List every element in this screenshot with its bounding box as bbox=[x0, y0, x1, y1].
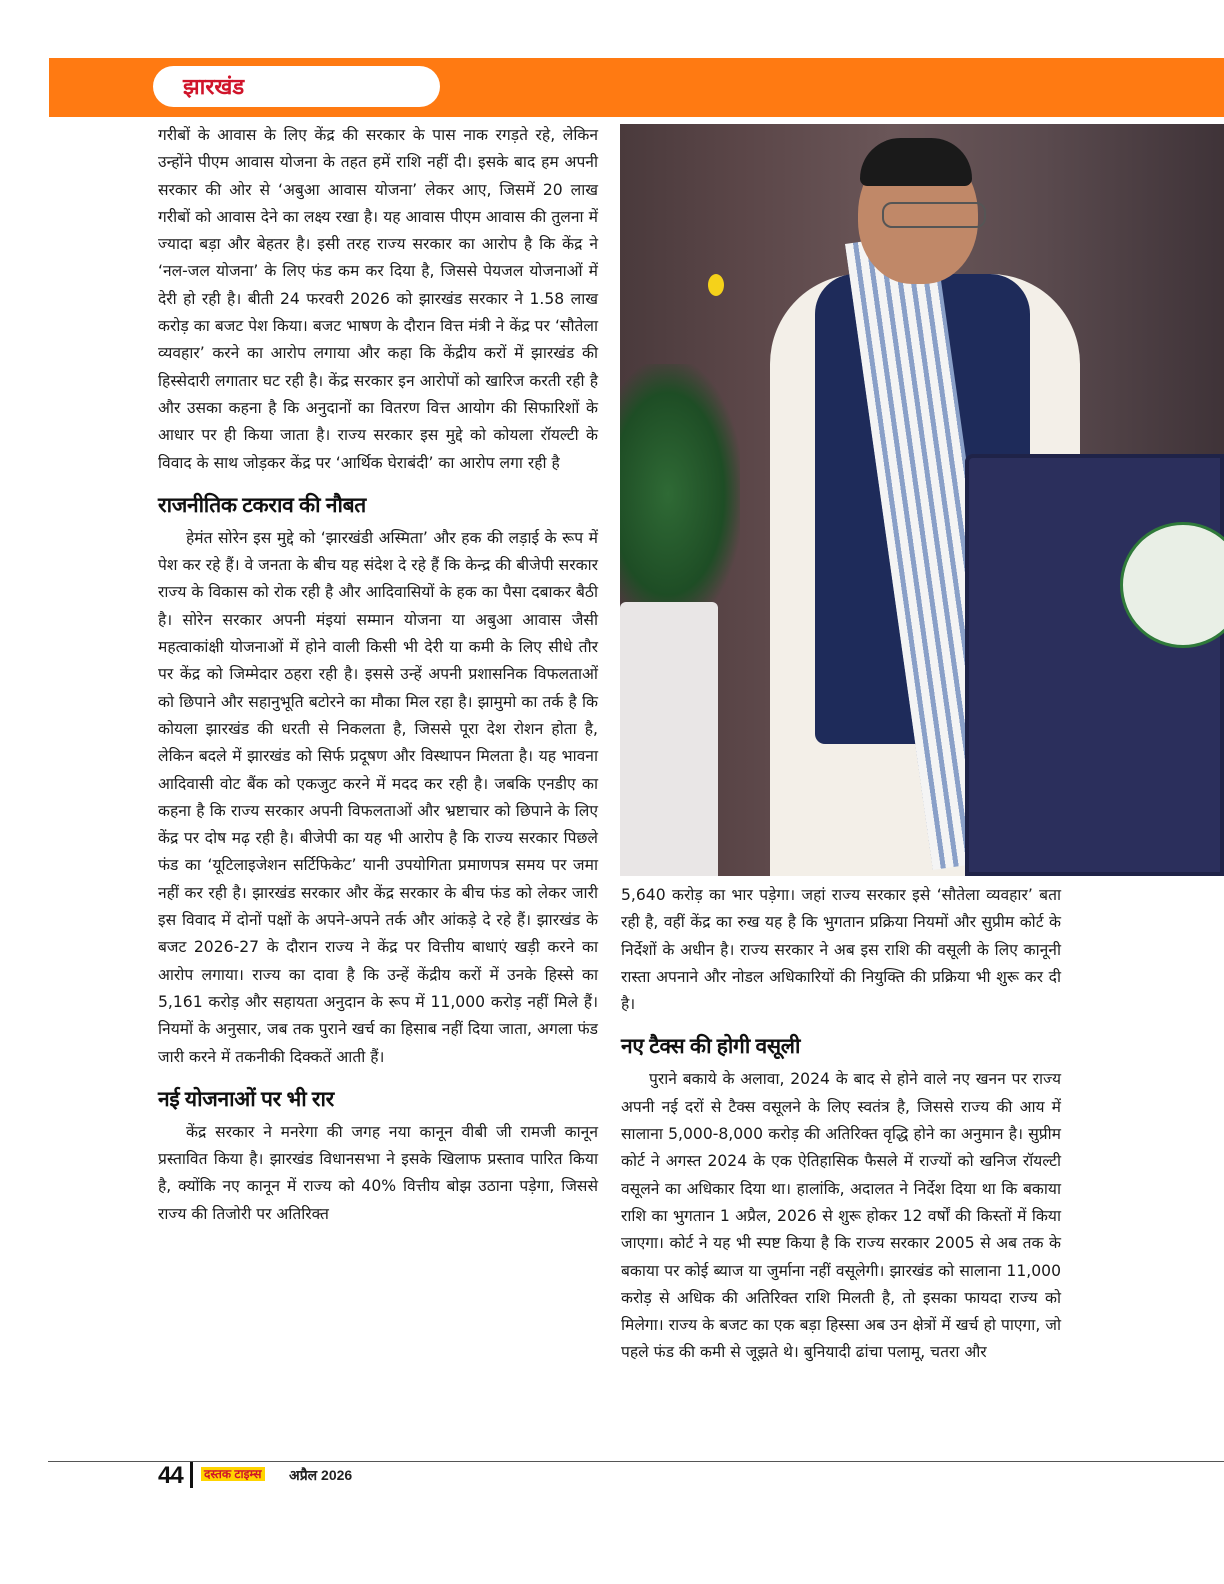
photo-plant bbox=[620, 364, 740, 624]
section-heading-new-tax: नए टैक्स की होगी वसूली bbox=[621, 1035, 801, 1059]
article-photo bbox=[620, 124, 1224, 876]
photo-person-glasses bbox=[882, 202, 986, 228]
magazine-logo: दस्तक टाइम्स bbox=[201, 1467, 265, 1481]
photo-plant-pot bbox=[620, 602, 718, 876]
footer-separator bbox=[190, 1462, 193, 1488]
photo-podium bbox=[965, 454, 1224, 876]
intro-paragraph: गरीबों के आवास के लिए केंद्र की सरकार के पास नाक रगड़ते रहे, लेकिन उन्होंने पीएम आवास योजना के तहत हमें राशि नहीं दी। इसके बाद हम अपनी सरकार की ओर से ‘अबुआ आवास योजना’ लेकर आए, जिसमें 20 लाख गरीबों को आवास देने का लक्ष्य रखा है। यह आवास पीएम आवास की तुलना में ज्यादा बड़ा और बेहतर है। इसी तरह राज्य सरकार का आरोप है कि केंद्र ने ‘नल-जल योजना’ के लिए फंड कम कर दिया है, जिससे पेयजल योजनाओं में देरी हो रही है। बीती 24 फरवरी 2026 को झारखंड सरकार ने 1.58 लाख करोड़ का बजट पेश किया। बजट भाषण के दौरान वित्त मंत्री ने केंद्र पर ‘सौतेला व्यवहार’ करने का आरोप लगाया और कहा कि केंद्रीय करों में झारखंड की हिस्सेदारी लगातार घट रही है। केंद्र सरकार इन आरोपों को खारिज करती रही है और उसका कहना है कि अनुदानों का वितरण वित्त आयोग की सिफारिशों के आधार पर ही किया जाता है। राज्य सरकार इस मुद्दे को कोयला रॉयल्टी के विवाद के साथ जोड़कर केंद्र पर ‘आर्थिक घेराबंदी’ का आरोप लगा रही है bbox=[158, 126, 598, 472]
photo-wall-object bbox=[708, 274, 724, 296]
left-column bbox=[158, 122, 598, 1228]
political-clash-paragraph: हेमंत सोरेन इस मुद्दे को ‘झारखंडी अस्मिता’ और हक की लड़ाई के रूप में पेश कर रहे हैं। वे जनता के बीच यह संदेश दे रहे हैं कि केन्द्र की बीजेपी सरकार राज्य के विकास को रोक रही है और आदिवासियों के हक का पैसा दबाकर बैठी है। सोरेन सरकार अपनी मंइयां सम्मान योजना या अबुआ आवास जैसी महत्वाकांक्षी योजनाओं में होने वाली किसी भी देरी या कमी के लिए सीधे तौर पर केंद्र को जिम्मेदार ठहरा रही है। इससे उन्हें अपनी प्रशासनिक विफलताओं को छिपाने और सहानुभूति बटोरने का मौका मिल रहा है। झामुमो का तर्क है कि कोयला झारखंड की धरती से निकलता है, जिससे पूरा देश रोशन होता है, लेकिन बदले में झारखंड को सिर्फ प्रदूषण और विस्थापन मिलता है। यह भावना आदिवासी वोट बैंक को एकजुट करने में मदद कर रही है। जबकि एनडीए का कहना है कि राज्य सरकार अपनी विफलताओं और भ्रष्टाचार को छिपाने के लिए केंद्र पर दोष मढ़ रही है। बीजेपी का यह भी आरोप है कि राज्य सरकार पिछले फंड का ‘यूटिलाइजेशन सर्टिफिकेट’ यानी उपयोगिता प्रमाणपत्र समय पर जमा नहीं कर रही है। झारखंड सरकार और केंद्र सरकार के बीच फंड को लेकर जारी इस विवाद में दोनों पक्षों के अपने-अपने तर्क और आंकड़े दे रहे हैं। झारखंड के बजट 2026-27 के दौरान राज्य ने केंद्र पर वित्तीय बाधाएं खड़ी करने का आरोप लगाया। राज्य का दावा है कि उन्हें केंद्रीय करों में उनके हिस्से का 5,161 करोड़ और सहायता अनुदान के रूप में 11,000 करोड़ नहीं मिले हैं। नियमों के अनुसार, जब तक पुराने खर्च का हिसाब नहीं दिया जाता, अगला फंड जारी करने में तकनीकी दिक्कतें आती हैं। bbox=[158, 528, 599, 1066]
new-schemes-paragraph: केंद्र सरकार ने मनरेगा की जगह नया कानून वीबी जी रामजी कानून प्रस्तावित किया है। झारखंड विधानसभा ने इसके खिलाफ प्रस्ताव पारित किया है, क्योंकि नए कानून में राज्य को 40% वित्तीय बोझ उठाना पड़ेगा, जिससे राज्य की तिजोरी पर अतिरिक्त bbox=[158, 1122, 598, 1223]
continuation-paragraph: 5,640 करोड़ का भार पड़ेगा। जहां राज्य सरकार इसे ‘सौतेला व्यवहार’ बता रही है, वहीं केंद्र का रुख यह है कि भुगतान प्रक्रिया नियमों और सुप्रीम कोर्ट के निर्देशों के अधीन है। राज्य सरकार ने अब इस राशि की वसूली के लिए कानूनी रास्ता अपनाने और नोडल अधिकारियों की नियुक्ति की प्रक्रिया भी शुरू कर दी है। bbox=[621, 886, 1061, 1014]
right-column bbox=[621, 882, 1061, 1367]
new-tax-paragraph: पुराने बकाये के अलावा, 2024 के बाद से होने वाले नए खनन पर राज्य अपनी नई दरों से टैक्स वसूलने के लिए स्वतंत्र है, जिससे राज्य की आय में सालाना 5,000-8,000 करोड़ की अतिरिक्त वृद्धि होने का अनुमान है। सुप्रीम कोर्ट ने अगस्त 2024 के एक ऐतिहासिक फैसले में राज्यों को खनिज रॉयल्टी वसूलने का अधिकार दिया था। हालांकि, अदालत ने निर्देश दिया था कि बकाया राशि का भुगतान 1 अप्रैल, 2026 से शुरू होकर 12 वर्षों की किस्तों में किया जाएगा। कोर्ट ने यह भी स्पष्ट किया है कि राज्य सरकार 2005 से अब तक के बकाया पर कोई ब्याज या जुर्माना नहीं वसूलेगी। झारखंड को सालाना 11,000 करोड़ से अधिक की अतिरिक्त राशि मिलती है, तो इसका फायदा राज्य को मिलेगा। राज्य के बजट का एक बड़ा हिस्सा अब उन क्षेत्रों में खर्च हो पाएगा, जो पहले फंड की कमी से जूझते थे। बुनियादी ढांचा पलामू, चतरा और bbox=[621, 1070, 1061, 1362]
section-heading-new-schemes: नई योजनाओं पर भी रार bbox=[158, 1087, 334, 1111]
section-heading-political-clash: राजनीतिक टकराव की नौबत bbox=[158, 493, 366, 517]
footer-divider bbox=[48, 1461, 1224, 1462]
section-label: झारखंड bbox=[183, 74, 245, 99]
issue-date: अप्रैल 2026 bbox=[289, 1467, 353, 1483]
photo-person-hair bbox=[860, 138, 972, 186]
page-number: 44 bbox=[158, 1462, 183, 1489]
